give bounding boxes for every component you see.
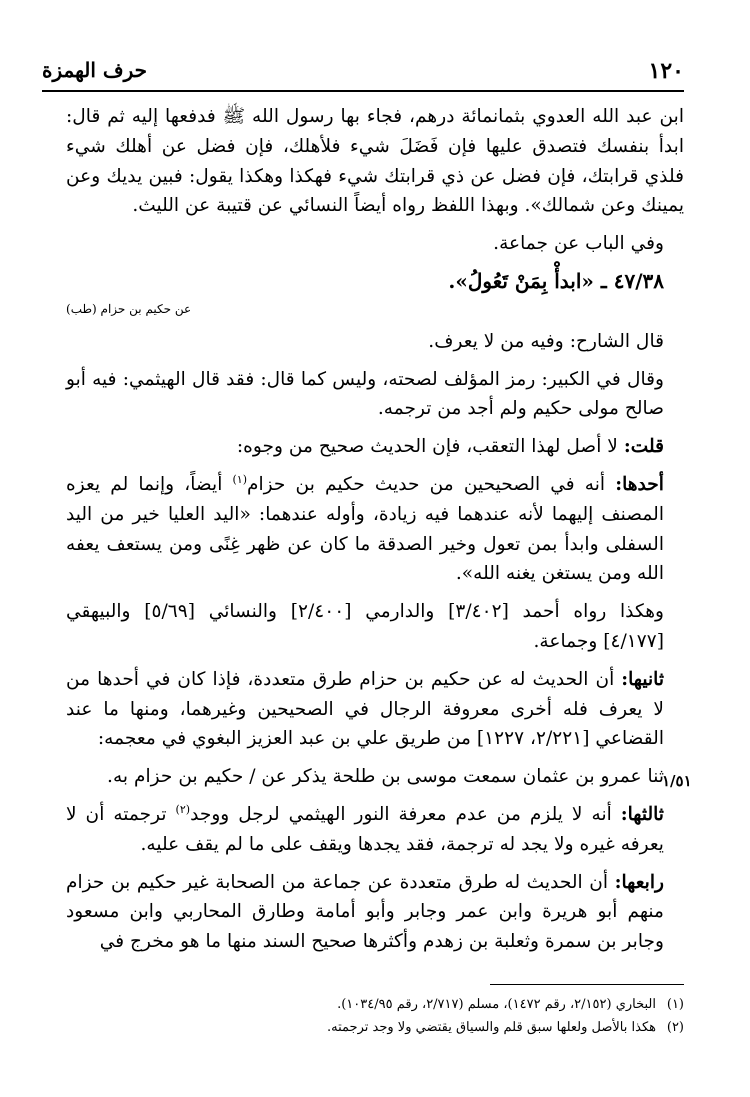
footnote: [66, 1016, 684, 1039]
chapter-title: حرف الهمزة: [42, 58, 148, 82]
paragraph: [66, 470, 684, 589]
hadith-heading: ٤٧/٣٨ ـ «ابدأْ بِمَنْ تَعُولُ».: [448, 268, 664, 293]
point-text: أنه في الصحيحين من حديث حكيم بن حزام: [247, 473, 606, 495]
page-header: [42, 58, 684, 88]
paragraph: وفي الباب عن جماعة.: [493, 233, 664, 255]
footnote-number: (١): [666, 997, 684, 1012]
paragraph: [66, 800, 684, 860]
paragraph: [66, 868, 684, 957]
page-number: ١٢٠: [648, 58, 684, 84]
footnote-marker[interactable]: (١): [232, 472, 247, 486]
footnote-number: (٢): [666, 1020, 684, 1035]
point-text: أن الحديث له طرق متعددة عن جماعة من الصحابة غير حكيم بن حزام منهم أبو هريرة وابن عمر وجابر وأبو أمامة وطارق المحاربي وابن مسعود وجابر بن سمرة وثعلبة بن زهدم وأكثرها صحيح السند منها ما هو مخرج في: [66, 871, 664, 953]
point-text: أن الحديث له عن حكيم بن حزام طرق متعددة، فإذا كان في أحدها من لا يعرف فله أخرى معروفة الرجال في الصحيحين وغيرهما، ومنها ما عند القضاعي [٢/٢٢١، ١٢٢٧] من طريق علي بن عبد العزيز البغوي في معجمه:: [66, 668, 664, 750]
footnote: [66, 993, 684, 1016]
footnote-rule: [490, 984, 684, 985]
point-label: أحدها:: [615, 473, 664, 495]
footnotes: [66, 993, 684, 1039]
point-label: قلت:: [623, 436, 664, 458]
point-label: ثانيها:: [621, 668, 664, 690]
footnote-text: هكذا بالأصل ولعلها سبق قلم والسياق يقتضي ولا وجد ترجمته.: [327, 1020, 656, 1035]
chain-of-narration: ثنا عمرو بن عثمان سمعت موسى بن طلحة يذكر عن / حكيم بن حزام به.: [107, 766, 664, 788]
header-rule: [42, 90, 684, 92]
hadith-reference: (طب) عن حكيم بن حزام: [66, 301, 192, 316]
point-text: ترجمته أن لا يعرفه غيره ولا يجد له ترجمة، فقد يجدها ويقف على ما لم يقف عليه.: [66, 803, 664, 855]
footnote-text: البخاري (٢/١٥٢، رقم ١٤٧٢)، مسلم (٢/٧١٧، رقم ١٠٣٤/٩٥).: [337, 997, 656, 1012]
paragraph: وهكذا رواه أحمد [٣/٤٠٢] والدارمي [٢/٤٠٠] والنسائي [٥/٦٩] والبيهقي [٤/١٧٧] وجماعة.: [66, 601, 664, 652]
paragraph: وقال في الكبير: رمز المؤلف لصحته، وليس كما قال: فقد قال الهيثمي: فيه أبو صالح مولى حكيم ولم أجد من ترجمه.: [66, 368, 664, 420]
paragraph: [66, 432, 684, 462]
paragraph: [66, 665, 684, 754]
footnote-marker[interactable]: (٢): [175, 802, 191, 816]
margin-page-note: ١/٥١: [662, 772, 692, 790]
point-text: لا أصل لهذا التعقب، فإن الحديث صحيح من وجوه:: [236, 436, 618, 458]
paragraph: قال الشارح: وفيه من لا يعرف.: [428, 330, 664, 352]
point-label: رابعها:: [614, 871, 664, 893]
point-text: أنه لا يلزم من عدم معرفة النور الهيثمي لرجل ووجد: [190, 803, 612, 825]
point-label: ثالثها:: [620, 803, 664, 825]
paragraph: ابن عبد الله العدوي بثمانمائة درهم، فجاء بها رسول الله ﷺ فدفعها إليه ثم قال: ابدأ بنفسك فتصدق عليها فإن فَضَلَ شيء فلأهلك، فإن فضل عن أهلك شيء فلذي قرابتك، فإن فضل عن ذي قرابتك شيء فهكذا وهكذا يقول: فبين يديك وعن يمينك وعن شمالك». وبهذا اللفظ رواه أيضاً النسائي عن قتيبة عن الليث.: [66, 106, 684, 217]
main-text: [66, 102, 684, 965]
point-text: أيضاً، وإنما لم يعزه المصنف إليهما لأنه عندهما فيه زيادة، وأوله عندهما: «اليد العليا خير من اليد السفلى وابدأ بمن تعول وخير الصدقة ما كان عن ظهر غِنًى ومن يستعف يعفه الله ومن يستغن يغنه الله».: [66, 473, 664, 585]
